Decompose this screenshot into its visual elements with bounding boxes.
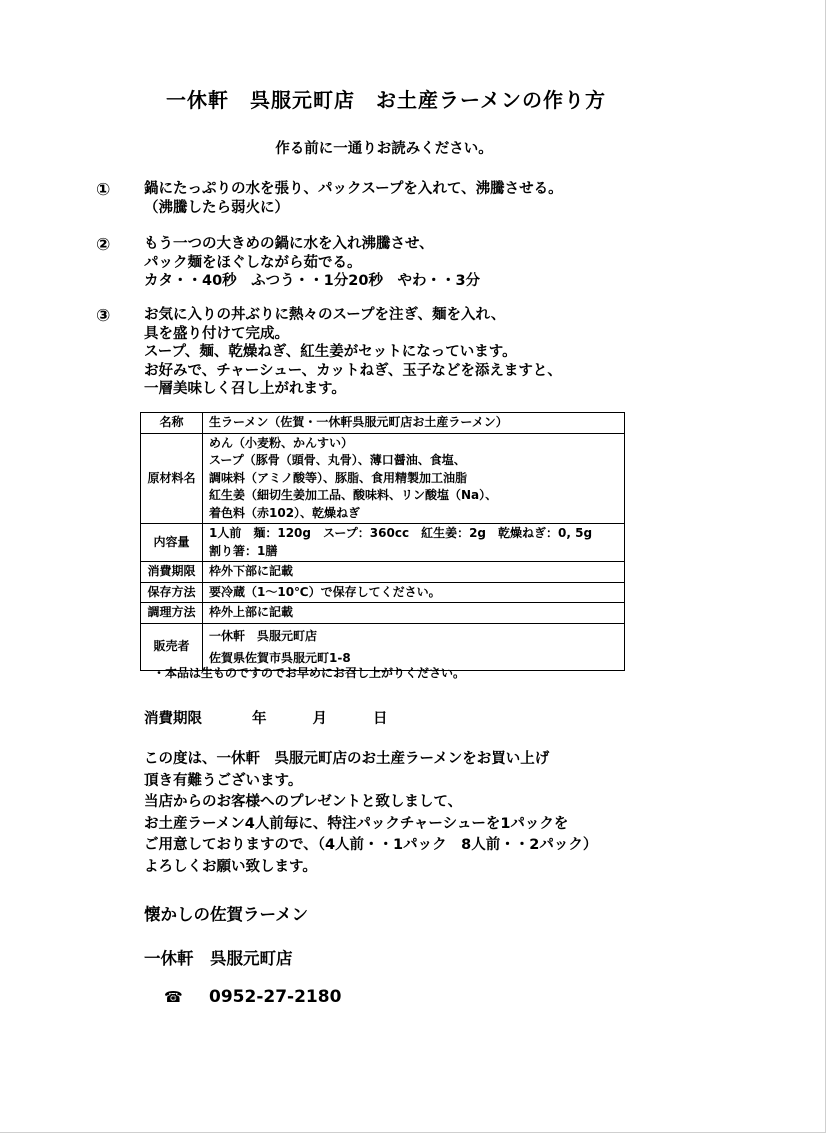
storage-note: ・本品は生ものですのでお早めにお召し上がりください。 [153, 666, 466, 680]
message-line: お土産ラーメン4人前毎に、特注パックチャーシューを1パックを [144, 815, 569, 832]
expiry-label: 消費期限 [144, 711, 202, 727]
page-title: 一休軒 呉服元町店 お土産ラーメンの作り方 [166, 88, 606, 112]
table-row [141, 413, 625, 434]
message-line: ご用意しておりますので、（4人前・・1パック 8人前・・2パック） [144, 837, 598, 853]
step-line: パック麺をほぐしながら茹でる。 [144, 254, 362, 271]
step-line: 鍋にたっぷりの水を張り、パックスープを入れて、沸騰させる。 [144, 181, 563, 197]
table-label: 消費期限 [141, 562, 203, 583]
table-value: 生ラーメン（佐賀・一休軒呉服元町店お土産ラーメン） [203, 413, 625, 434]
table-value-line: 紅生姜（細切生姜加工品、酸味料、リン酸塩（Na）、 [209, 488, 498, 502]
table-value-line: 着色料（赤102）、乾燥ねぎ [209, 505, 361, 520]
table-label: 原材料名 [141, 433, 203, 524]
table-value-line: スープ（豚骨（頭骨、丸骨）、薄口醤油、食塩、 [209, 453, 466, 467]
telephone-icon: ☎ [164, 988, 183, 1006]
table-value-line: めん（小麦粉、かんすい） [209, 435, 354, 450]
table-value [203, 524, 625, 562]
table-value: 枠外下部に記載 [203, 562, 625, 583]
phone-number: 0952-27-2180 [209, 987, 342, 1007]
table-row [141, 623, 625, 670]
step-line: カタ・・40秒 ふつう・・1分20秒 やわ・・3分 [144, 273, 481, 289]
step-line: もう一つの大きめの鍋に水を入れ沸騰させ、 [144, 236, 434, 252]
table-label: 調理方法 [141, 603, 203, 624]
table-value: 枠外上部に記載 [203, 603, 625, 624]
step-line: スープ、麺、乾燥ねぎ、紅生姜がセットになっています。 [144, 344, 517, 360]
table-value-line: 一休軒 呉服元町店 [209, 628, 318, 643]
step-line: お好みで、チャーシュー、カットねぎ、玉子などを添えますと、 [144, 362, 562, 379]
expiry-date-line [144, 707, 388, 728]
table-row [141, 582, 625, 603]
table-value-line: 調味料（アミノ酸等）、豚脂、食用精製加工油脂 [209, 470, 468, 485]
table-label: 内容量 [141, 524, 203, 562]
table-value-line: 1人前 麺：120g スープ：360cc 紅生姜：2g 乾燥ねぎ：0, 5g [209, 526, 593, 540]
table-value-line: 割り箸：1膳 [209, 543, 278, 558]
page-subtitle: 作る前に一通りお読みください。 [275, 141, 493, 157]
slogan: 懐かしの佐賀ラーメン [144, 905, 309, 924]
step-number: ② [96, 235, 111, 255]
thank-you-message [144, 749, 597, 878]
table-label: 名称 [141, 413, 203, 434]
product-info-table [140, 412, 625, 671]
step-line: （沸騰したら弱火に） [144, 199, 289, 216]
message-line: よろしくお願い致します。 [144, 858, 317, 875]
phone-line [164, 987, 341, 1007]
table-label: 保存方法 [141, 582, 203, 603]
table-value: 要冷蔵（1～10℃）で保存してください。 [203, 582, 625, 603]
message-line: 当店からのお客様へのプレゼントと致しまして、 [144, 794, 463, 810]
expiry-day: 日 [373, 711, 388, 727]
message-line: 頂き有難うございます。 [144, 772, 303, 789]
step-number: ③ [96, 306, 111, 326]
expiry-month: 月 [312, 711, 327, 727]
table-row [141, 562, 625, 583]
table-value-line: 佐賀県佐賀市呉服元町1-8 [209, 650, 351, 665]
step-number: ① [96, 180, 111, 200]
table-row [141, 603, 625, 624]
step-line: お気に入りの丼ぶりに熱々のスープを注ぎ、麺を入れ、 [144, 307, 506, 323]
table-row [141, 524, 625, 562]
step-line: 具を盛り付けて完成。 [144, 325, 289, 342]
message-line: この度は、一休軒 呉服元町店のお土産ラーメンをお買い上げ [144, 751, 550, 767]
table-value [203, 623, 625, 670]
step-line: 一層美味しく召し上がれます。 [144, 381, 346, 397]
expiry-year: 年 [252, 711, 267, 727]
shop-name: 一休軒 呉服元町店 [144, 949, 293, 968]
table-row [141, 433, 625, 524]
table-label: 販売者 [141, 623, 203, 670]
table-value [203, 433, 625, 524]
